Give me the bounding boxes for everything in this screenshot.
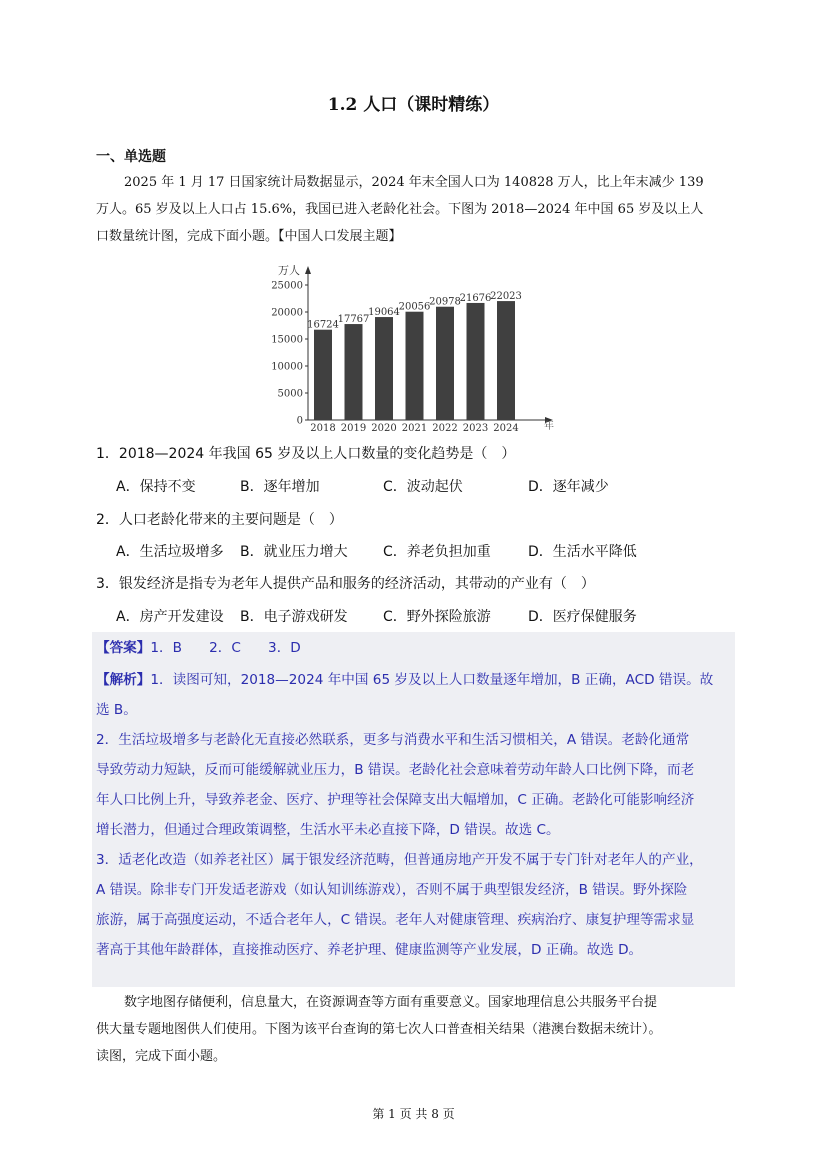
analysis-line: 2．生活垃圾增多与老龄化无直接必然联系，更多与消费水平和生活习惯相关，A 错误。老龄化通常 <box>96 732 690 748</box>
bar-2018 <box>314 330 332 420</box>
intro-line: 口数量统计图，完成下面小题。【中国人口发展主题】 <box>96 229 402 244</box>
question-2: 2．人口老龄化带来的主要问题是（ ） <box>96 512 343 528</box>
option-d[interactable]: D．生活水平降低 <box>528 544 637 560</box>
data-label-2021: 20056 <box>398 301 431 313</box>
option-b[interactable]: B．就业压力增大 <box>240 544 348 560</box>
x-tick-label-2023: 2023 <box>462 423 489 434</box>
x-tick-label-2024: 2024 <box>493 423 519 434</box>
intro-line: 万人。65 岁及以上人口占 15.6%，我国已进入老龄化社会。下图为 2018—2024 年中国 65 岁及以上人 <box>96 202 704 217</box>
analysis-line: A 错误。除非专门开发适老游戏（如认知训练游戏），否则不属于典型银发经济，B 错误。野外探险 <box>96 882 688 898</box>
y-tick-label: 10000 <box>271 361 303 373</box>
bar-2023 <box>467 303 485 420</box>
x-tick-label-2020: 2020 <box>371 423 397 434</box>
answer-line <box>96 633 732 663</box>
analysis-line: 旅游，属于高强度运动，不适合老年人，C 错误。老年人对健康管理、疾病治疗、康复护理等需求显 <box>96 912 695 928</box>
data-label-2019: 17767 <box>337 314 370 326</box>
bar-2019 <box>345 324 363 420</box>
y-axis-title: 万人 <box>278 264 300 277</box>
y-tick-label: 15000 <box>271 334 303 346</box>
analysis-line: 3．适老化改造（如养老社区）属于银发经济范畴，但普通房地产开发不属于专门针对老年人的产业， <box>96 852 703 868</box>
x-tick-label-2022: 2022 <box>432 423 458 434</box>
question-2-options <box>116 541 637 561</box>
answer-label: 【答案】 <box>96 640 151 656</box>
y-tick-label: 0 <box>296 415 303 427</box>
data-label-2024: 22023 <box>490 291 522 303</box>
answer-text: 1．B 2．C 3．D <box>150 640 301 656</box>
option-b[interactable]: B．电子游戏研发 <box>240 609 348 625</box>
option-a[interactable]: A．保持不变 <box>116 479 196 495</box>
y-tick-label: 5000 <box>277 388 303 400</box>
analysis-line: 导致劳动力短缺，反而可能缓解就业压力，B 错误。老龄化社会意味着劳动年龄人口比例下降，而老 <box>96 762 695 778</box>
analysis-line: 选 B。 <box>96 702 137 718</box>
data-label-2018: 16724 <box>307 319 339 331</box>
intro-line: 供大量专题地图供人们使用。下图为该平台查询的第七次人口普查相关结果（港澳台数据未统计）。 <box>96 1022 662 1037</box>
page-footer: 第 1 页 共 8 页 <box>372 1107 455 1121</box>
y-axis-arrow <box>305 266 311 274</box>
intro-line: 读图，完成下面小题。 <box>96 1049 227 1064</box>
question-3: 3．银发经济是指专为老年人提供产品和服务的经济活动，其带动的产业有（ ） <box>96 576 595 592</box>
question-3-options <box>116 606 637 626</box>
data-label-2020: 19064 <box>368 307 400 319</box>
option-a[interactable]: A．生活垃圾增多 <box>116 544 224 560</box>
bar-2024 <box>497 301 515 420</box>
intro-paragraph-1 <box>96 169 732 250</box>
y-tick-label: 20000 <box>271 307 303 319</box>
analysis-line: 1．读图可知，2018—2024 年中国 65 岁及以上人口数量逐年增加，B 正确，ACD 错误。故 <box>150 672 714 688</box>
intro-line: 数字地图存储便利，信息量大，在资源调查等方面有重要意义。国家地理信息公共服务平台提 <box>124 995 658 1010</box>
option-d[interactable]: D．逐年减少 <box>528 479 609 495</box>
y-tick-label: 25000 <box>271 280 303 292</box>
data-label-2022: 20978 <box>429 296 461 308</box>
x-tick-label-2021: 2021 <box>401 423 428 434</box>
intro-line: 2025 年 1 月 17 日国家统计局数据显示，2024 年末全国人口为 140828 万人，比上年末减少 139 <box>124 175 704 190</box>
x-axis-title: 年 <box>544 421 554 432</box>
option-a[interactable]: A．房产开发建设 <box>116 609 224 625</box>
x-tick-label-2019: 2019 <box>340 423 367 434</box>
population-bar-chart <box>262 260 562 440</box>
option-c[interactable]: C．波动起伏 <box>383 479 463 495</box>
section-heading: 一、单选题 <box>96 149 166 165</box>
option-c[interactable]: C．养老负担加重 <box>383 544 491 560</box>
question-1: 1．2018—2024 年我国 65 岁及以上人口数量的变化趋势是（ ） <box>96 446 516 462</box>
bar-2022 <box>436 307 454 420</box>
data-label-2023: 21676 <box>459 292 492 304</box>
analysis-block <box>96 665 732 965</box>
analysis-label: 【解析】 <box>96 672 151 688</box>
bar-2021 <box>406 312 424 420</box>
x-tick-label-2018: 2018 <box>310 423 336 434</box>
option-c[interactable]: C．野外探险旅游 <box>383 609 491 625</box>
page-title: 1.2 人口（课时精练） <box>327 95 500 115</box>
bar-2020 <box>375 317 393 420</box>
option-d[interactable]: D．医疗保健服务 <box>528 609 637 625</box>
question-1-options <box>116 476 609 496</box>
analysis-line: 增长潜力，但通过合理政策调整，生活水平未必直接下降，D 错误。故选 C。 <box>96 822 560 838</box>
option-b[interactable]: B．逐年增加 <box>240 479 320 495</box>
analysis-line: 著高于其他年龄群体，直接推动医疗、养老护理、健康监测等产业发展，D 正确。故选 D。 <box>96 942 643 958</box>
analysis-line: 年人口比例上升，导致养老金、医疗、护理等社会保障支出大幅增加，C 正确。老龄化可能影响经济 <box>96 792 695 808</box>
intro-paragraph-2 <box>96 989 732 1070</box>
